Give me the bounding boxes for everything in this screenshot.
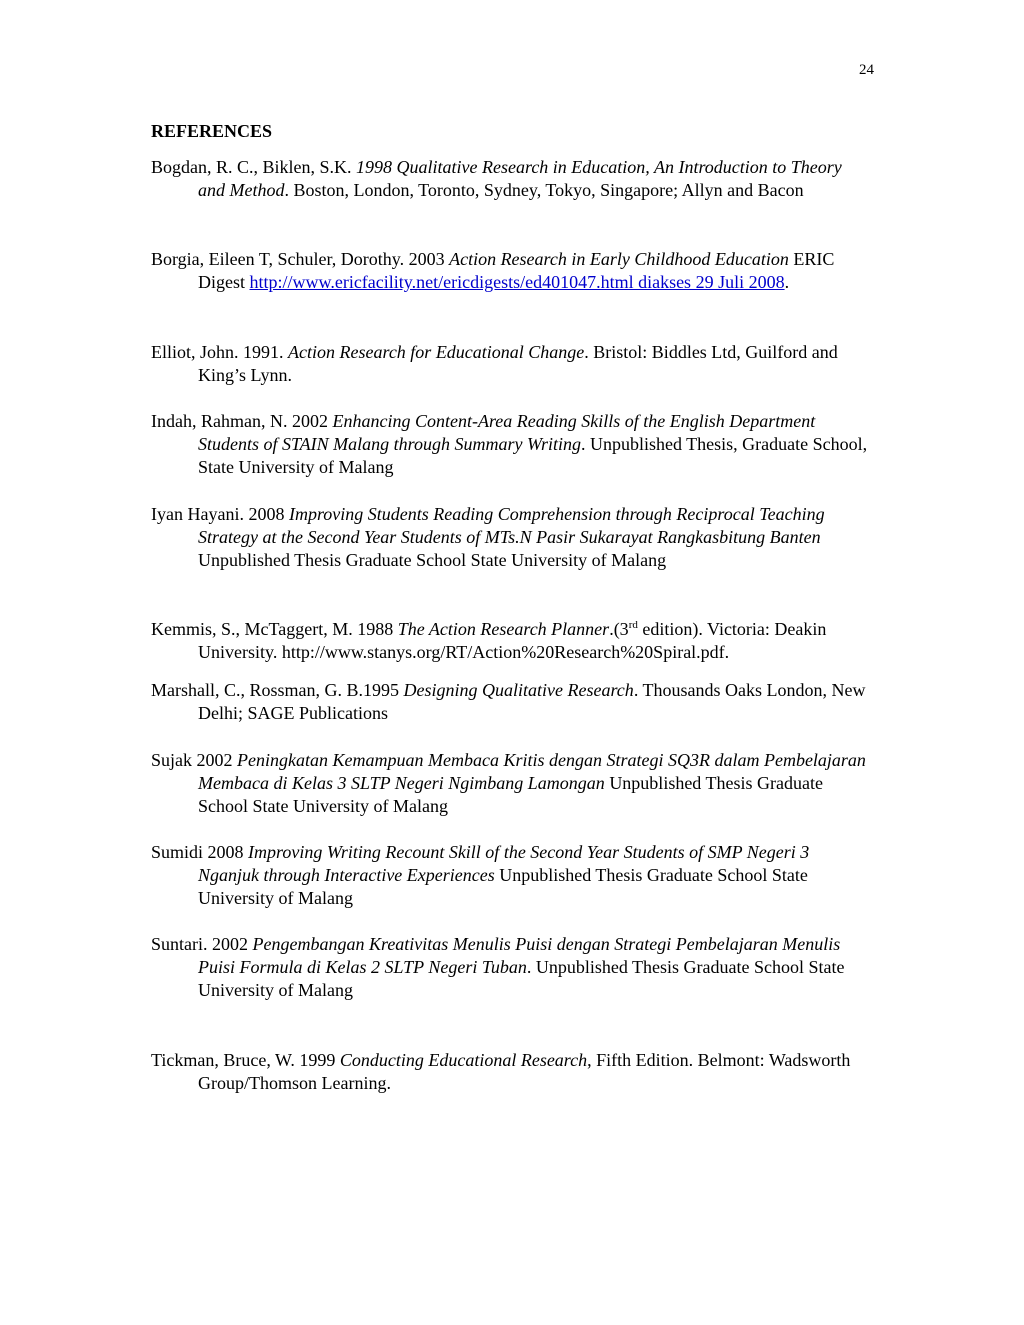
reference-entry bbox=[151, 1049, 871, 1095]
reference-author: Marshall, C., Rossman, G. B.1995 bbox=[151, 680, 404, 700]
reference-author: Indah, Rahman, N. 2002 bbox=[151, 411, 333, 431]
reference-title: Action Research in Early Childhood Education bbox=[449, 249, 789, 269]
reference-title: Improving Writing Recount Skill of the Second Year Students of SMP Negeri 3 Nganjuk through Interactive Experiences bbox=[198, 842, 810, 885]
reference-author: Iyan Hayani. 2008 bbox=[151, 504, 289, 524]
reference-author: Elliot, John. 1991. bbox=[151, 342, 289, 362]
reference-author: Suntari. 2002 bbox=[151, 934, 253, 954]
reference-title: Designing Qualitative Research bbox=[403, 680, 634, 700]
reference-entry bbox=[151, 749, 871, 818]
reference-details: Unpublished Thesis Graduate School State University of Malang bbox=[198, 865, 808, 908]
reference-superscript: rd bbox=[628, 619, 638, 631]
reference-entry bbox=[151, 933, 871, 1002]
reference-entry bbox=[151, 248, 871, 294]
reference-author: Tickman, Bruce, W. 1999 bbox=[151, 1050, 340, 1070]
reference-details: . Unpublished Thesis, Graduate School, State University of Malang bbox=[198, 434, 868, 477]
reference-author: Sujak 2002 bbox=[151, 750, 238, 770]
reference-details: Unpublished Thesis Graduate School State University of Malang bbox=[198, 550, 667, 570]
reference-title: Pengembangan Kreativitas Menulis Puisi dengan Strategi Pembelajaran Menulis Puisi Formula di Kelas 2 SLTP Negeri Tuban bbox=[198, 934, 841, 977]
reference-details: Unpublished Thesis Graduate School State University of Malang bbox=[198, 773, 823, 816]
reference-entry bbox=[151, 410, 871, 479]
reference-details: . Boston, London, Toronto, Sydney, Tokyo, Singapore; Allyn and Bacon bbox=[284, 180, 804, 200]
reference-details: . Thousands Oaks London, New Delhi; SAGE Publications bbox=[198, 680, 866, 723]
reference-entry bbox=[151, 503, 871, 572]
reference-entry bbox=[151, 841, 871, 910]
reference-entry bbox=[151, 618, 871, 664]
reference-punctuation: . bbox=[784, 272, 790, 292]
reference-title: Enhancing Content-Area Reading Skills of the English Department Students of STAIN Malang through Summary Writing bbox=[198, 411, 816, 454]
reference-entry bbox=[151, 156, 871, 202]
reference-entry bbox=[151, 341, 871, 387]
reference-link[interactable]: http://www.ericfacility.net/ericdigests/ed401047.html diakses 29 Juli 2008 bbox=[249, 272, 785, 292]
reference-details: , Fifth Edition. Belmont: Wadsworth Group/Thomson Learning. bbox=[198, 1050, 851, 1093]
reference-author: Bogdan, R. C., Biklen, S.K. bbox=[151, 157, 357, 177]
reference-details-continued: edition). Victoria: Deakin University. http://www.stanys.org/RT/Action%20Research%20Spiral.pdf. bbox=[198, 619, 827, 662]
reference-title: Peningkatan Kemampuan Membaca Kritis dengan Strategi SQ3R dalam Pembelajaran Membaca di Kelas 3 SLTP Negeri Ngimbang Lamongan bbox=[198, 750, 866, 793]
reference-details: . Unpublished Thesis Graduate School State University of Malang bbox=[198, 957, 845, 1000]
reference-title: Action Research for Educational Change bbox=[288, 342, 585, 362]
reference-author: Kemmis, S., McTaggert, M. 1988 bbox=[151, 619, 398, 639]
reference-entry bbox=[151, 679, 871, 725]
reference-title: The Action Research Planner bbox=[397, 619, 610, 639]
reference-details: ERIC Digest bbox=[198, 249, 835, 292]
reference-title: 1998 Qualitative Research in Education, An Introduction to Theory and Method bbox=[198, 157, 842, 200]
reference-details: . Bristol: Biddles Ltd, Guilford and King’s Lynn. bbox=[198, 342, 838, 385]
reference-author: Sumidi 2008 bbox=[151, 842, 249, 862]
page-number: 24 bbox=[859, 62, 874, 78]
references-heading: REFERENCES bbox=[151, 121, 273, 141]
reference-author: Borgia, Eileen T, Schuler, Dorothy. 2003 bbox=[151, 249, 450, 269]
reference-title: Conducting Educational Research bbox=[339, 1050, 588, 1070]
reference-title: Improving Students Reading Comprehension through Reciprocal Teaching Strategy at the Second Year Students of MTs.N Pasir Sukarayat Rangkasbitung Banten bbox=[198, 504, 825, 547]
reference-details: .(3 bbox=[609, 619, 629, 639]
